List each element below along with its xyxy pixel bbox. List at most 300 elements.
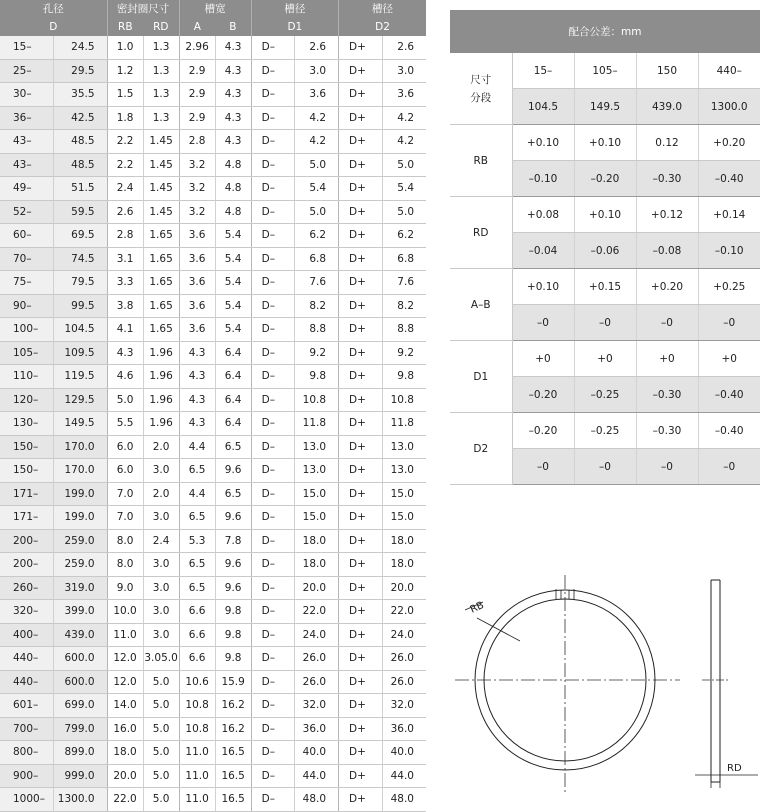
bore-to: 129.5 (54, 388, 108, 412)
d2-prefix: D+ (339, 717, 383, 741)
tolerance-lower: –0 (636, 305, 698, 341)
table-row (0, 341, 426, 365)
tolerance-lower: –0.20 (512, 377, 574, 413)
groove-a: 6.5 (179, 576, 215, 600)
d1-value: 5.0 (295, 200, 339, 224)
table-row (0, 388, 426, 412)
d1-prefix: D– (251, 600, 295, 624)
seal-rd: 1.45 (143, 200, 179, 224)
seal-rb: 6.0 (107, 435, 143, 459)
tolerance-lower: –0.06 (574, 233, 636, 269)
seal-rd: 3.0 (143, 506, 179, 530)
d1-value: 18.0 (295, 529, 339, 553)
bore-to: 35.5 (54, 83, 108, 107)
table-row (0, 553, 426, 577)
bore-to: 99.5 (54, 294, 108, 318)
size-label-line1: 尺寸 (470, 73, 492, 86)
d2-value: 26.0 (382, 647, 426, 671)
header-rb: RB (107, 17, 143, 36)
groove-b: 9.8 (215, 647, 251, 671)
bore-to: 600.0 (54, 647, 108, 671)
d1-value: 18.0 (295, 553, 339, 577)
bore-to: 1300.0 (54, 788, 108, 812)
table-row (0, 224, 426, 248)
tolerance-lower: –0.40 (698, 377, 760, 413)
seal-rb: 2.2 (107, 153, 143, 177)
d2-prefix: D+ (339, 294, 383, 318)
tolerance-lower: –0 (698, 449, 760, 485)
rb-leader-line (477, 618, 520, 641)
groove-a: 10.6 (179, 670, 215, 694)
seal-rd: 1.65 (143, 247, 179, 271)
tolerance-group-label: RB (450, 125, 512, 197)
d1-prefix: D– (251, 83, 295, 107)
d1-value: 24.0 (295, 623, 339, 647)
tolerance-upper: +0 (574, 341, 636, 377)
bore-from: 1000– (0, 788, 54, 812)
d1-value: 5.4 (295, 177, 339, 201)
groove-a: 4.3 (179, 412, 215, 436)
tolerance-upper: +0.20 (636, 269, 698, 305)
groove-b: 6.4 (215, 412, 251, 436)
bore-from: 130– (0, 412, 54, 436)
d1-prefix: D– (251, 177, 295, 201)
bore-from: 25– (0, 59, 54, 83)
d2-value: 40.0 (382, 741, 426, 765)
groove-b: 9.8 (215, 623, 251, 647)
seal-rd: 3.0 (143, 600, 179, 624)
table-row (0, 623, 426, 647)
bore-to: 799.0 (54, 717, 108, 741)
seal-rb: 14.0 (107, 694, 143, 718)
table-row (0, 576, 426, 600)
seal-rb: 4.3 (107, 341, 143, 365)
seal-rd: 1.65 (143, 318, 179, 342)
bore-from: 120– (0, 388, 54, 412)
d2-value: 18.0 (382, 553, 426, 577)
d1-value: 9.8 (295, 365, 339, 389)
d2-prefix: D+ (339, 553, 383, 577)
seal-rb: 9.0 (107, 576, 143, 600)
seal-rd: 5.0 (143, 670, 179, 694)
table-row (0, 482, 426, 506)
seal-rb: 5.0 (107, 388, 143, 412)
d2-prefix: D+ (339, 741, 383, 765)
bore-from: 171– (0, 482, 54, 506)
groove-b: 5.4 (215, 224, 251, 248)
d1-value: 13.0 (295, 459, 339, 483)
tolerance-lower: –0.20 (574, 161, 636, 197)
d1-value: 22.0 (295, 600, 339, 624)
groove-a: 6.6 (179, 600, 215, 624)
d1-prefix: D– (251, 153, 295, 177)
seal-rb: 10.0 (107, 600, 143, 624)
tolerance-lower: –0 (512, 305, 574, 341)
d1-prefix: D– (251, 412, 295, 436)
d1-value: 6.2 (295, 224, 339, 248)
bore-to: 59.5 (54, 200, 108, 224)
groove-a: 4.4 (179, 435, 215, 459)
d1-value: 36.0 (295, 717, 339, 741)
seal-rb: 12.0 (107, 670, 143, 694)
groove-b: 4.3 (215, 106, 251, 130)
tolerance-upper: –0.30 (636, 413, 698, 449)
bore-from: 75– (0, 271, 54, 295)
seal-rd: 3.0 (143, 553, 179, 577)
d2-value: 5.4 (382, 177, 426, 201)
d2-value: 24.0 (382, 623, 426, 647)
groove-b: 4.8 (215, 177, 251, 201)
groove-a: 6.5 (179, 506, 215, 530)
groove-b: 5.4 (215, 294, 251, 318)
d1-value: 20.0 (295, 576, 339, 600)
table-row (0, 647, 426, 671)
bore-to: 699.0 (54, 694, 108, 718)
tolerance-upper: –0.25 (574, 413, 636, 449)
groove-a: 3.6 (179, 318, 215, 342)
tolerance-upper: –0.20 (512, 413, 574, 449)
groove-b: 9.6 (215, 576, 251, 600)
d1-prefix: D– (251, 623, 295, 647)
tolerance-upper: +0.20 (698, 125, 760, 161)
d1-prefix: D– (251, 224, 295, 248)
d1-value: 15.0 (295, 506, 339, 530)
header-groove-width: 槽宽 (179, 0, 251, 17)
d1-value: 48.0 (295, 788, 339, 812)
d2-prefix: D+ (339, 200, 383, 224)
groove-a: 4.3 (179, 388, 215, 412)
seal-rd: 3.05.0 (143, 647, 179, 671)
seal-rd: 3.0 (143, 623, 179, 647)
groove-b: 9.6 (215, 459, 251, 483)
tolerance-upper-row (450, 197, 760, 233)
table-row (0, 670, 426, 694)
header-bore: 孔径 (0, 0, 107, 17)
d1-prefix: D– (251, 59, 295, 83)
size-label-line2: 分段 (470, 91, 492, 104)
d2-prefix: D+ (339, 788, 383, 812)
d2-value: 9.8 (382, 365, 426, 389)
bore-from: 43– (0, 153, 54, 177)
header-a: A (179, 17, 215, 36)
seal-rd: 3.0 (143, 576, 179, 600)
groove-b: 4.3 (215, 36, 251, 59)
bore-to: 51.5 (54, 177, 108, 201)
seal-rb: 3.3 (107, 271, 143, 295)
groove-b: 16.5 (215, 788, 251, 812)
d2-value: 15.0 (382, 506, 426, 530)
size-to: 1300.0 (698, 89, 760, 125)
d2-prefix: D+ (339, 365, 383, 389)
d2-value: 20.0 (382, 576, 426, 600)
tolerance-upper: +0 (698, 341, 760, 377)
table-row (0, 694, 426, 718)
groove-a: 11.0 (179, 788, 215, 812)
bore-from: 700– (0, 717, 54, 741)
d1-value: 13.0 (295, 435, 339, 459)
d2-prefix: D+ (339, 694, 383, 718)
d2-value: 26.0 (382, 670, 426, 694)
seal-rb: 2.8 (107, 224, 143, 248)
bore-from: 200– (0, 553, 54, 577)
d1-value: 26.0 (295, 670, 339, 694)
bore-to: 399.0 (54, 600, 108, 624)
seal-rd: 2.4 (143, 529, 179, 553)
table-row (0, 365, 426, 389)
seal-rd: 2.0 (143, 482, 179, 506)
bore-to: 439.0 (54, 623, 108, 647)
table-row (0, 177, 426, 201)
d2-prefix: D+ (339, 482, 383, 506)
tolerance-group-label: RD (450, 197, 512, 269)
d2-prefix: D+ (339, 83, 383, 107)
rd-label: RD (727, 763, 742, 774)
seal-rd: 1.96 (143, 341, 179, 365)
groove-b: 6.4 (215, 365, 251, 389)
seal-rd: 2.0 (143, 435, 179, 459)
d1-value: 2.6 (295, 36, 339, 59)
d1-prefix: D– (251, 271, 295, 295)
seal-rb: 4.1 (107, 318, 143, 342)
d1-value: 4.2 (295, 130, 339, 154)
bore-from: 440– (0, 647, 54, 671)
d2-value: 13.0 (382, 459, 426, 483)
tolerance-table (450, 10, 760, 485)
d1-prefix: D– (251, 694, 295, 718)
groove-b: 7.8 (215, 529, 251, 553)
tolerance-upper: +0.25 (698, 269, 760, 305)
header-seal-size: 密封圈尺寸 (107, 0, 179, 17)
tolerance-lower: –0.25 (574, 377, 636, 413)
groove-b: 6.4 (215, 341, 251, 365)
groove-b: 5.4 (215, 318, 251, 342)
seal-rd: 5.0 (143, 788, 179, 812)
d1-value: 3.0 (295, 59, 339, 83)
d2-value: 10.8 (382, 388, 426, 412)
tolerance-upper: +0.08 (512, 197, 574, 233)
d2-prefix: D+ (339, 576, 383, 600)
tolerance-group-label: D1 (450, 341, 512, 413)
seal-rd: 1.3 (143, 83, 179, 107)
groove-a: 3.2 (179, 153, 215, 177)
d2-prefix: D+ (339, 106, 383, 130)
d1-prefix: D– (251, 341, 295, 365)
tolerance-lower: –0 (574, 305, 636, 341)
groove-b: 9.6 (215, 506, 251, 530)
d1-value: 8.8 (295, 318, 339, 342)
groove-b: 4.8 (215, 153, 251, 177)
seal-rb: 8.0 (107, 553, 143, 577)
d2-prefix: D+ (339, 459, 383, 483)
d2-value: 6.2 (382, 224, 426, 248)
groove-b: 4.8 (215, 200, 251, 224)
seal-rb: 1.5 (107, 83, 143, 107)
seal-rd: 1.45 (143, 177, 179, 201)
groove-a: 4.4 (179, 482, 215, 506)
bore-to: 48.5 (54, 153, 108, 177)
d1-prefix: D– (251, 36, 295, 59)
bore-from: 36– (0, 106, 54, 130)
size-to: 104.5 (512, 89, 574, 125)
bore-from: 110– (0, 365, 54, 389)
bore-from: 15– (0, 36, 54, 59)
d1-prefix: D– (251, 553, 295, 577)
seal-rd: 1.45 (143, 153, 179, 177)
d1-prefix: D– (251, 670, 295, 694)
table-row (0, 717, 426, 741)
d1-prefix: D– (251, 247, 295, 271)
groove-a: 6.5 (179, 459, 215, 483)
bore-from: 49– (0, 177, 54, 201)
bore-from: 60– (0, 224, 54, 248)
tolerance-upper-row (450, 413, 760, 449)
groove-a: 4.3 (179, 341, 215, 365)
table-row (0, 412, 426, 436)
d2-value: 3.6 (382, 83, 426, 107)
groove-a: 3.6 (179, 294, 215, 318)
seal-rd: 1.65 (143, 224, 179, 248)
seal-rb: 3.8 (107, 294, 143, 318)
size-segment-label (450, 53, 512, 125)
bore-to: 104.5 (54, 318, 108, 342)
table-row (0, 247, 426, 271)
d2-value: 5.0 (382, 153, 426, 177)
d2-prefix: D+ (339, 59, 383, 83)
bore-to: 29.5 (54, 59, 108, 83)
bore-to: 170.0 (54, 435, 108, 459)
bore-from: 171– (0, 506, 54, 530)
d1-prefix: D– (251, 200, 295, 224)
tolerance-upper: +0.10 (574, 125, 636, 161)
d1-value: 8.2 (295, 294, 339, 318)
d1-value: 5.0 (295, 153, 339, 177)
d2-value: 8.8 (382, 318, 426, 342)
bore-from: 800– (0, 741, 54, 765)
d1-prefix: D– (251, 741, 295, 765)
tolerance-lower: –0 (636, 449, 698, 485)
seal-rd: 5.0 (143, 694, 179, 718)
table-row (0, 106, 426, 130)
d2-value: 3.0 (382, 59, 426, 83)
groove-a: 11.0 (179, 741, 215, 765)
seal-rd: 1.65 (143, 271, 179, 295)
d2-prefix: D+ (339, 318, 383, 342)
groove-a: 3.6 (179, 271, 215, 295)
d1-value: 15.0 (295, 482, 339, 506)
seal-rb: 7.0 (107, 506, 143, 530)
bore-to: 199.0 (54, 482, 108, 506)
tolerance-title: 配合公差：mm (450, 10, 760, 53)
bore-to: 109.5 (54, 341, 108, 365)
d2-value: 18.0 (382, 529, 426, 553)
tolerance-lower: –0 (512, 449, 574, 485)
tolerance-group-label: D2 (450, 413, 512, 485)
d1-value: 3.6 (295, 83, 339, 107)
tolerance-lower: –0.10 (698, 233, 760, 269)
table-row (0, 59, 426, 83)
seal-rd: 1.65 (143, 294, 179, 318)
table-row (0, 200, 426, 224)
d1-value: 10.8 (295, 388, 339, 412)
d2-value: 4.2 (382, 106, 426, 130)
bore-from: 150– (0, 435, 54, 459)
seal-rd: 1.96 (143, 412, 179, 436)
table-row (0, 741, 426, 765)
groove-a: 2.8 (179, 130, 215, 154)
bore-from: 400– (0, 623, 54, 647)
tolerance-upper: 0.12 (636, 125, 698, 161)
groove-a: 6.5 (179, 553, 215, 577)
d1-value: 44.0 (295, 764, 339, 788)
d2-value: 9.2 (382, 341, 426, 365)
d1-prefix: D– (251, 717, 295, 741)
groove-a: 2.9 (179, 59, 215, 83)
bore-from: 30– (0, 83, 54, 107)
groove-a: 4.3 (179, 365, 215, 389)
table-row (0, 435, 426, 459)
d1-value: 7.6 (295, 271, 339, 295)
d1-prefix: D– (251, 764, 295, 788)
groove-a: 10.8 (179, 717, 215, 741)
seal-rd: 1.45 (143, 130, 179, 154)
table-row (0, 271, 426, 295)
tolerance-upper: +0.12 (636, 197, 698, 233)
size-from-row (450, 53, 760, 89)
groove-b: 4.3 (215, 130, 251, 154)
bore-from: 70– (0, 247, 54, 271)
d2-prefix: D+ (339, 623, 383, 647)
d1-prefix: D– (251, 482, 295, 506)
seal-rd: 1.3 (143, 36, 179, 59)
bore-to: 319.0 (54, 576, 108, 600)
seal-rd: 5.0 (143, 764, 179, 788)
groove-b: 4.3 (215, 59, 251, 83)
header-b: B (215, 17, 251, 36)
seal-rd: 5.0 (143, 717, 179, 741)
tolerance-lower: –0.40 (698, 161, 760, 197)
bore-to: 259.0 (54, 553, 108, 577)
d2-prefix: D+ (339, 271, 383, 295)
d2-prefix: D+ (339, 177, 383, 201)
bore-to: 170.0 (54, 459, 108, 483)
groove-a: 3.2 (179, 177, 215, 201)
tolerance-group-label: A–B (450, 269, 512, 341)
seal-rd: 1.96 (143, 365, 179, 389)
d2-value: 11.8 (382, 412, 426, 436)
d2-prefix: D+ (339, 153, 383, 177)
seal-rb: 18.0 (107, 741, 143, 765)
seal-rb: 2.2 (107, 130, 143, 154)
d2-prefix: D+ (339, 247, 383, 271)
groove-b: 6.5 (215, 482, 251, 506)
d1-value: 26.0 (295, 647, 339, 671)
bore-from: 105– (0, 341, 54, 365)
d2-prefix: D+ (339, 506, 383, 530)
d2-prefix: D+ (339, 764, 383, 788)
d1-value: 4.2 (295, 106, 339, 130)
seal-rb: 1.0 (107, 36, 143, 59)
seal-rb: 6.0 (107, 459, 143, 483)
seal-rb: 12.0 (107, 647, 143, 671)
seal-rb: 2.4 (107, 177, 143, 201)
d2-prefix: D+ (339, 341, 383, 365)
bore-to: 600.0 (54, 670, 108, 694)
bore-to: 48.5 (54, 130, 108, 154)
tolerance-upper: +0 (512, 341, 574, 377)
bore-to: 69.5 (54, 224, 108, 248)
groove-a: 2.96 (179, 36, 215, 59)
bore-to: 24.5 (54, 36, 108, 59)
